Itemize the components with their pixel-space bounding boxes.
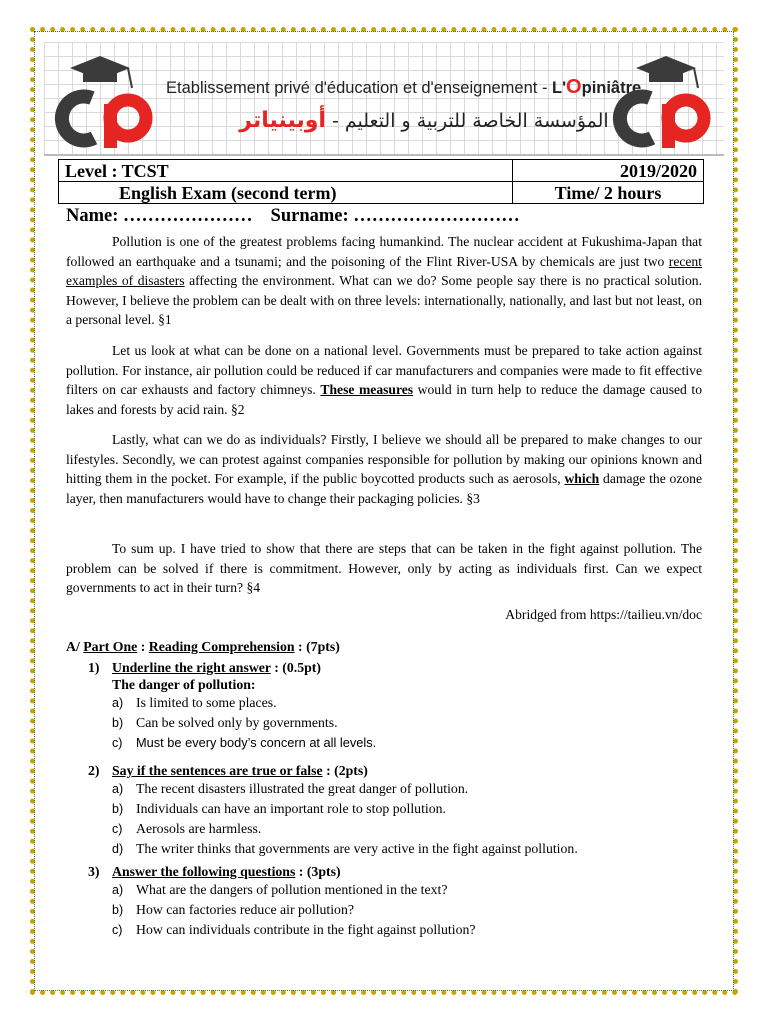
option-item: b) How can factories reduce air pollution? — [112, 902, 354, 917]
option-item: a) What are the dangers of pollution mentioned in the text? — [112, 882, 448, 897]
school-banner — [44, 42, 724, 156]
option-item: d) The writer thinks that governments are very active in the fight against pollution. — [112, 841, 578, 856]
school-logo-left — [50, 46, 160, 150]
option-item: c) Must be every body’s concern at all levels. — [112, 735, 377, 750]
name-field: Name: ………………… — [66, 206, 253, 226]
option-item: b) Individuals can have an important role to stop pollution. — [112, 801, 446, 816]
surname-field: Surname: ……………………… — [270, 206, 520, 226]
question-3 — [88, 864, 476, 940]
question-heading: 3) Answer the following questions : (3pts) — [88, 864, 341, 879]
part-heading: A/ Part One : Reading Comprehension : (7pts) — [66, 639, 340, 654]
underlined-phrase: recent examples of disasters — [66, 253, 702, 288]
time-cell: Time/ 2 hours — [513, 182, 704, 204]
year-cell: 2019/2020 — [513, 160, 704, 182]
paragraph-4: To sum up. I have tried to show that there are steps that can be taken in the fight against pollution. The problem can be solved if there is commitment. However, only by acting as individuals first. Can we expect governments to act in their turn? §4 — [66, 541, 702, 595]
exam-info-table — [58, 159, 704, 204]
option-item: c) Aerosols are harmless. — [112, 821, 262, 836]
option-item: a) The recent disasters illustrated the great danger of pollution. — [112, 781, 469, 796]
brand-name: L'Opiniâtre — [552, 76, 642, 98]
banner-french-text: Etablissement privé d'éducation et d'enseignement - L'Opiniâtre — [166, 76, 642, 98]
question-2 — [88, 763, 578, 859]
exam-title-cell: English Exam (second term) — [59, 182, 513, 204]
question-heading: 1) Underline the right answer : (0.5pt) — [88, 660, 321, 675]
question-heading: 2) Say if the sentences are true or false : (2pts) — [88, 763, 368, 778]
banner-arabic-text: المؤسسة الخاصة للتربية و التعليم - أوبينياتر — [239, 108, 609, 133]
paragraph-1: Pollution is one of the greatest problems facing humankind. The nuclear accident at Fukushima-Japan that followed an earthquake and a tsunami; and the poisoning of the Flint River-USA by chemicals are just two recent examples of disasters affecting the environment. What can we do? Some people say there is no practical solution. However, I believe the problem can be dealt with on three levels: internationally, nationally, and last but not least, on a personal level. §1 — [66, 234, 702, 327]
question-prompt: The danger of pollution: — [112, 677, 256, 692]
school-logo-right — [608, 46, 718, 150]
paragraph-2: Let us look at what can be done on a national level. Governments must be prepared to take action against pollution. For instance, air pollution could be reduced if car manufacturers and companies were made to fit effective filters on car exhausts and factory chimneys. These measures would in turn help to reduce the damage caused to lakes and forests by acid rain. §2 — [66, 343, 702, 417]
source-citation: Abridged from https://tailieu.vn/doc — [505, 607, 702, 622]
option-item: b) Can be solved only by governments. — [112, 715, 338, 730]
question-1 — [88, 660, 376, 753]
name-surname-line — [66, 206, 520, 227]
underlined-phrase: These measures — [320, 382, 414, 397]
paragraph-3: Lastly, what can we do as individuals? Firstly, I believe we should all be prepared to make changes to our lifestyles. Secondly, we can protest against companies responsible for pollution by making our opinions known and hitting them in the pocket. For example, if the public boycotted products such as aerosols, which damage the ozone layer, then manufacturers would have to change their packaging policies. §3 — [66, 432, 702, 506]
underlined-word: which — [564, 471, 600, 486]
option-item: a) Is limited to some places. — [112, 695, 277, 710]
option-item: c) How can individuals contribute in the fight against pollution? — [112, 922, 476, 937]
level-cell: Level : TCST — [59, 160, 513, 182]
